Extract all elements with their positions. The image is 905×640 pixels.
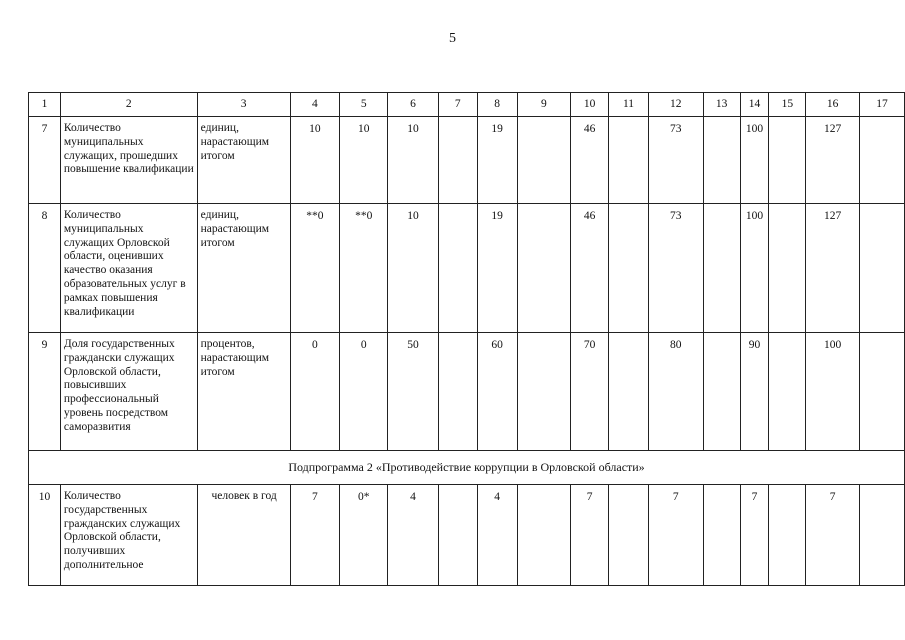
value-cell: 60 — [477, 333, 517, 451]
value-cell: 19 — [477, 204, 517, 333]
value-cell: **0 — [340, 204, 388, 333]
value-cell: 80 — [648, 333, 703, 451]
subprogram-title: Подпрограмма 2 «Противодействие коррупции в Орловской области» — [29, 451, 905, 485]
table-row — [29, 204, 905, 333]
value-cell: 7 — [740, 485, 769, 586]
value-cell — [438, 333, 477, 451]
subprogram-row — [29, 451, 905, 485]
value-cell: 10 — [388, 117, 439, 204]
value-cell: 0* — [340, 485, 388, 586]
value-cell — [703, 485, 740, 586]
value-cell: 7 — [806, 485, 860, 586]
value-cell — [438, 485, 477, 586]
value-cell — [517, 333, 571, 451]
value-cell: 7 — [290, 485, 340, 586]
value-cell — [517, 117, 571, 204]
value-cell — [609, 485, 649, 586]
header-cell: 1 — [29, 93, 61, 117]
value-cell — [703, 333, 740, 451]
value-cell — [438, 117, 477, 204]
value-cell — [769, 485, 806, 586]
value-cell — [860, 485, 905, 586]
value-cell: 46 — [571, 117, 609, 204]
value-cell — [609, 333, 649, 451]
table-row — [29, 117, 905, 204]
indicator-name: Количество муниципальных служащих, прошедших повышение квалификации — [60, 117, 197, 204]
header-cell: 12 — [648, 93, 703, 117]
header-cell: 11 — [609, 93, 649, 117]
value-cell — [860, 117, 905, 204]
header-cell: 14 — [740, 93, 769, 117]
value-cell — [438, 204, 477, 333]
value-cell: 100 — [740, 117, 769, 204]
header-cell: 8 — [477, 93, 517, 117]
row-number: 9 — [29, 333, 61, 451]
value-cell — [860, 333, 905, 451]
value-cell: 19 — [477, 117, 517, 204]
header-cell: 9 — [517, 93, 571, 117]
header-cell: 6 — [388, 93, 439, 117]
indicator-name: Доля государственных граждански служащих Орловской области, повысивших профессиональный уровень посредством саморазвития — [60, 333, 197, 451]
header-cell: 13 — [703, 93, 740, 117]
value-cell: 7 — [648, 485, 703, 586]
value-cell — [769, 117, 806, 204]
table-row — [29, 485, 905, 586]
indicator-name: Количество муниципальных служащих Орловской области, оценивших качество оказания образовательных услуг в рамках повышения квалификации — [60, 204, 197, 333]
page-number: 5 — [449, 31, 456, 46]
value-cell — [769, 333, 806, 451]
header-cell: 15 — [769, 93, 806, 117]
row-number: 10 — [29, 485, 61, 586]
table-row — [29, 333, 905, 451]
value-cell: 100 — [806, 333, 860, 451]
value-cell — [703, 204, 740, 333]
value-cell: 10 — [388, 204, 439, 333]
unit-cell: процентов, нарастающим итогом — [197, 333, 290, 451]
value-cell: 73 — [648, 117, 703, 204]
header-cell: 2 — [60, 93, 197, 117]
value-cell — [609, 117, 649, 204]
value-cell: **0 — [290, 204, 340, 333]
unit-cell: человек в год — [197, 485, 290, 586]
header-cell: 10 — [571, 93, 609, 117]
value-cell: 4 — [477, 485, 517, 586]
header-cell: 7 — [438, 93, 477, 117]
indicators-table — [28, 92, 905, 586]
unit-cell: единиц, нарастающим итогом — [197, 117, 290, 204]
header-cell: 3 — [197, 93, 290, 117]
value-cell: 0 — [290, 333, 340, 451]
value-cell — [609, 204, 649, 333]
unit-cell: единиц, нарастающим итогом — [197, 204, 290, 333]
value-cell: 10 — [290, 117, 340, 204]
value-cell: 7 — [571, 485, 609, 586]
value-cell: 0 — [340, 333, 388, 451]
value-cell — [769, 204, 806, 333]
header-cell: 5 — [340, 93, 388, 117]
value-cell: 10 — [340, 117, 388, 204]
value-cell: 100 — [740, 204, 769, 333]
row-number: 8 — [29, 204, 61, 333]
value-cell: 46 — [571, 204, 609, 333]
value-cell: 90 — [740, 333, 769, 451]
value-cell: 4 — [388, 485, 439, 586]
header-cell: 4 — [290, 93, 340, 117]
indicator-name: Количество государственных гражданских служащих Орловской области, получивших дополнительное — [60, 485, 197, 586]
header-cell: 17 — [860, 93, 905, 117]
header-row — [29, 93, 905, 117]
value-cell — [517, 204, 571, 333]
header-cell: 16 — [806, 93, 860, 117]
value-cell: 127 — [806, 117, 860, 204]
row-number: 7 — [29, 117, 61, 204]
value-cell — [517, 485, 571, 586]
value-cell — [703, 117, 740, 204]
value-cell: 50 — [388, 333, 439, 451]
value-cell: 127 — [806, 204, 860, 333]
value-cell: 70 — [571, 333, 609, 451]
value-cell: 73 — [648, 204, 703, 333]
value-cell — [860, 204, 905, 333]
